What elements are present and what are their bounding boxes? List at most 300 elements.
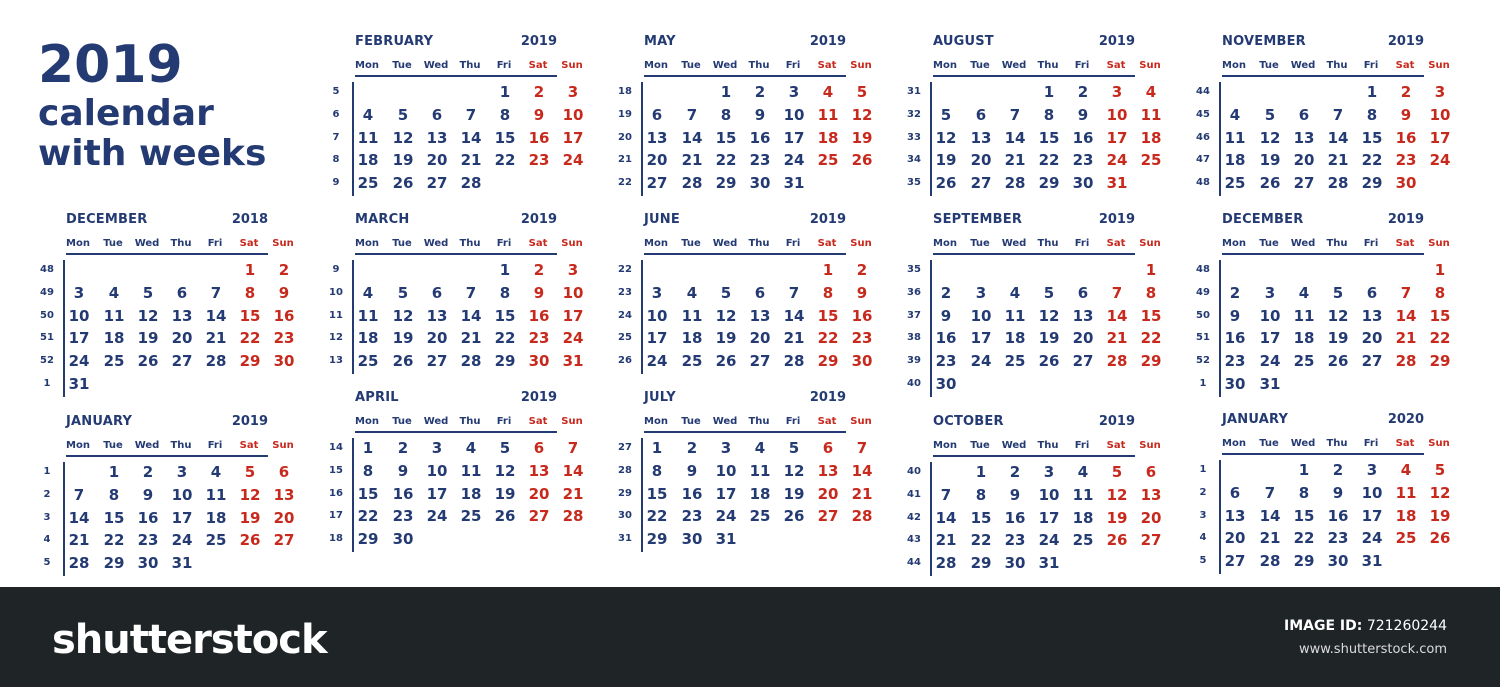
day-cell: 30 — [1224, 375, 1246, 393]
day-cell: 8 — [1298, 483, 1310, 502]
day-cell: 2 — [1077, 83, 1089, 101]
week-number: 29 — [618, 487, 632, 499]
day-cell: 15 — [646, 484, 668, 503]
weekday-label: Mon — [1222, 438, 1246, 449]
weekday-label: Mon — [933, 440, 957, 451]
day-cell: 1 — [1298, 461, 1310, 479]
day-cell: 14 — [460, 128, 482, 147]
weekday-label: Wed — [1290, 238, 1316, 249]
day-cell: 8 — [1366, 105, 1378, 124]
day-cell: 29 — [103, 554, 125, 573]
month-year: 2019 — [809, 390, 846, 405]
day-cell: 20 — [528, 484, 550, 503]
day-cell: 31 — [1361, 552, 1383, 571]
day-cell: 16 — [392, 484, 414, 503]
day-cell: 28 — [205, 352, 227, 371]
day-cell: 7 — [73, 485, 85, 504]
day-cell: 1 — [244, 261, 256, 279]
week-number: 35 — [907, 264, 921, 275]
week-number: 1 — [43, 378, 51, 389]
day-cell: 25 — [460, 507, 482, 526]
day-cell: 17 — [1106, 128, 1128, 147]
day-cell: 17 — [1259, 329, 1281, 348]
week-number: 10 — [329, 286, 343, 298]
day-cell: 3 — [567, 83, 579, 101]
day-cell: 30 — [1395, 174, 1417, 193]
week-number: 26 — [618, 355, 632, 367]
day-cell: 11 — [1395, 483, 1417, 502]
weekday-label: Thu — [1037, 60, 1059, 71]
day-cell: 29 — [1038, 174, 1060, 193]
weekday-label: Mon — [355, 416, 379, 427]
day-cell: 30 — [528, 352, 550, 371]
month-header — [614, 388, 846, 408]
month-header — [1192, 410, 1424, 430]
day-cell: 4 — [108, 283, 120, 302]
day-cell: 17 — [426, 484, 448, 503]
day-cell: 1 — [720, 83, 732, 101]
day-cell: 24 — [970, 352, 992, 371]
weekday-label: Sat — [528, 60, 548, 71]
week-number: 52 — [40, 355, 54, 367]
day-cell: 17 — [1429, 128, 1451, 147]
week-number: 46 — [1196, 131, 1210, 143]
day-cell: 19 — [1259, 151, 1281, 170]
day-cell: 4 — [1298, 283, 1310, 302]
day-cell: 21 — [460, 329, 482, 348]
day-cell: 12 — [239, 485, 261, 504]
day-cell: 26 — [851, 151, 873, 170]
day-cell: 3 — [720, 439, 732, 457]
day-cell: 2 — [142, 463, 154, 481]
day-cell: 18 — [1293, 329, 1315, 348]
weekday-label: Wed — [1001, 60, 1027, 71]
day-cell: 31 — [783, 174, 805, 193]
day-cell: 19 — [392, 329, 414, 348]
day-cell: 28 — [1106, 352, 1128, 371]
day-cell: 20 — [970, 151, 992, 170]
month-rule — [933, 253, 1135, 255]
weekday-label: Thu — [459, 238, 481, 249]
week-number: 49 — [40, 286, 54, 298]
day-cell: 28 — [783, 352, 805, 371]
day-cell: 3 — [1111, 83, 1123, 101]
weekday-label: Wed — [712, 60, 738, 71]
day-cell: 21 — [783, 329, 805, 348]
weekday-label: Sun — [1139, 60, 1161, 71]
weekday-label: Sat — [817, 60, 837, 71]
day-cell: 14 — [562, 461, 584, 480]
week-number: 27 — [618, 442, 632, 453]
month-year: 2019 — [231, 414, 268, 429]
month-rule — [644, 253, 846, 255]
day-cell: 13 — [817, 461, 839, 480]
day-cell: 5 — [1434, 461, 1446, 479]
week-number: 7 — [332, 131, 340, 143]
weekday-label: Sun — [850, 60, 872, 71]
day-cell: 15 — [817, 306, 839, 325]
day-cell: 6 — [822, 439, 834, 457]
day-cell: 8 — [720, 105, 732, 124]
day-cell: 16 — [1072, 128, 1094, 147]
day-cell: 9 — [1400, 105, 1412, 124]
day-cell: 20 — [171, 329, 193, 348]
day-cell: 23 — [1224, 352, 1246, 371]
day-cell: 4 — [754, 439, 766, 457]
day-cell: 28 — [1395, 352, 1417, 371]
day-cell: 27 — [426, 352, 448, 371]
month-block — [36, 210, 295, 393]
weekday-label: Sat — [817, 416, 837, 427]
weekday-label: Mon — [66, 440, 90, 451]
day-cell: 1 — [1366, 83, 1378, 101]
week-number: 16 — [329, 487, 343, 499]
week-number: 18 — [618, 86, 632, 97]
day-cell: 22 — [1293, 529, 1315, 548]
week-number: 4 — [43, 534, 51, 546]
day-cell: 26 — [1327, 352, 1349, 371]
month-block — [1192, 410, 1451, 588]
day-cell: 16 — [935, 329, 957, 348]
day-cell: 9 — [940, 306, 952, 325]
day-cell: 12 — [392, 306, 414, 325]
day-cell: 3 — [176, 463, 188, 481]
day-cell: 7 — [856, 439, 868, 457]
week-number: 38 — [907, 332, 921, 344]
month-header — [903, 32, 1135, 52]
day-cell: 30 — [1004, 554, 1026, 573]
day-cell: 2 — [1009, 463, 1021, 481]
day-cell: 17 — [562, 128, 584, 147]
day-cell: 4 — [1077, 463, 1089, 481]
day-cell: 20 — [1293, 151, 1315, 170]
weekday-label: Sun — [850, 416, 872, 427]
month-block — [903, 32, 1162, 210]
day-cell: 9 — [533, 105, 545, 124]
day-cell: 31 — [1038, 554, 1060, 573]
day-cell: 18 — [681, 329, 703, 348]
week-number: 24 — [618, 309, 632, 321]
month-year: 2019 — [1098, 414, 1135, 429]
month-block — [1192, 210, 1451, 393]
day-cell: 1 — [651, 439, 663, 457]
day-cell: 4 — [1229, 105, 1241, 124]
day-cell: 11 — [357, 128, 379, 147]
day-cell: 30 — [681, 530, 703, 549]
day-cell: 6 — [278, 463, 290, 481]
day-cell: 18 — [205, 508, 227, 527]
weekday-label: Mon — [66, 238, 90, 249]
day-cell: 3 — [567, 261, 579, 279]
month-name: JANUARY — [66, 414, 133, 429]
day-cell: 31 — [1259, 375, 1281, 393]
day-cell: 20 — [426, 329, 448, 348]
day-cell: 12 — [137, 306, 159, 325]
day-cell: 7 — [567, 439, 579, 457]
weekday-label: Sat — [1395, 238, 1415, 249]
day-cell: 23 — [681, 507, 703, 526]
day-cell: 26 — [1038, 352, 1060, 371]
day-cell: 28 — [851, 507, 873, 526]
day-cell: 21 — [851, 484, 873, 503]
day-cell: 16 — [273, 306, 295, 325]
weekday-label: Sun — [1139, 440, 1161, 451]
weekday-label: Tue — [970, 238, 990, 249]
day-cell: 2 — [940, 283, 952, 302]
day-cell: 6 — [533, 439, 545, 457]
day-cell: 16 — [749, 128, 771, 147]
week-number: 40 — [907, 466, 921, 477]
day-cell: 9 — [1229, 306, 1241, 325]
day-cell: 6 — [176, 283, 188, 302]
day-cell: 25 — [103, 352, 125, 371]
week-number: 12 — [329, 332, 343, 344]
day-cell: 5 — [940, 105, 952, 124]
week-number: 5 — [332, 86, 340, 97]
week-number: 3 — [1199, 509, 1207, 521]
day-cell: 24 — [562, 151, 584, 170]
day-cell: 24 — [426, 507, 448, 526]
day-cell: 23 — [273, 329, 295, 348]
week-number: 39 — [907, 355, 921, 367]
week-number: 9 — [332, 177, 340, 189]
day-cell: 12 — [392, 128, 414, 147]
day-cell: 15 — [494, 306, 516, 325]
day-cell: 19 — [137, 329, 159, 348]
weekday-label: Tue — [392, 60, 412, 71]
day-cell: 10 — [562, 283, 584, 302]
weekday-label: Tue — [681, 238, 701, 249]
day-cell: 4 — [1145, 83, 1157, 101]
weekday-label: Fri — [785, 60, 801, 71]
day-cell: 27 — [1293, 174, 1315, 193]
weekday-label: Sun — [561, 238, 583, 249]
month-rule — [66, 253, 268, 255]
weekday-label: Sun — [1428, 238, 1450, 249]
day-cell: 6 — [1366, 283, 1378, 302]
day-cell: 16 — [528, 306, 550, 325]
week-number: 32 — [907, 108, 921, 120]
weekday-label: Sat — [528, 416, 548, 427]
day-cell: 2 — [533, 261, 545, 279]
month-rule — [1222, 253, 1424, 255]
day-cell: 21 — [935, 531, 957, 550]
day-cell: 30 — [935, 375, 957, 393]
day-cell: 15 — [103, 508, 125, 527]
week-number: 30 — [618, 510, 632, 522]
day-cell: 18 — [357, 329, 379, 348]
day-cell: 11 — [460, 461, 482, 480]
day-cell: 18 — [1004, 329, 1026, 348]
day-cell: 22 — [715, 151, 737, 170]
day-cell: 2 — [1400, 83, 1412, 101]
day-cell: 31 — [562, 352, 584, 371]
day-cell: 24 — [171, 531, 193, 550]
week-number: 18 — [329, 533, 343, 545]
day-cell: 18 — [749, 484, 771, 503]
month-rule — [66, 455, 268, 457]
week-number: 1 — [1199, 464, 1207, 475]
day-cell: 28 — [460, 352, 482, 371]
week-number: 1 — [43, 466, 51, 477]
day-cell: 21 — [1327, 151, 1349, 170]
day-cell: 12 — [783, 461, 805, 480]
weekday-label: Sun — [272, 440, 294, 451]
weekday-label: Thu — [459, 416, 481, 427]
day-cell: 9 — [278, 283, 290, 302]
month-rule — [644, 75, 846, 77]
day-cell: 14 — [460, 306, 482, 325]
day-cell: 31 — [715, 530, 737, 549]
weekday-label: Sat — [1106, 238, 1126, 249]
day-cell: 1 — [1145, 261, 1157, 279]
day-cell: 8 — [108, 485, 120, 504]
weekday-label: Tue — [1259, 438, 1279, 449]
day-cell: 26 — [137, 352, 159, 371]
month-name: NOVEMBER — [1222, 34, 1306, 49]
day-cell: 23 — [1072, 151, 1094, 170]
week-number: 37 — [907, 309, 921, 321]
month-year: 2019 — [809, 212, 846, 227]
week-number: 19 — [618, 108, 632, 120]
day-cell: 1 — [362, 439, 374, 457]
month-header — [36, 210, 268, 230]
day-cell: 15 — [1038, 128, 1060, 147]
weekday-label: Sun — [561, 60, 583, 71]
day-cell: 9 — [1077, 105, 1089, 124]
day-cell: 6 — [1077, 283, 1089, 302]
day-cell: 28 — [935, 554, 957, 573]
day-cell: 8 — [362, 461, 374, 480]
day-cell: 28 — [681, 174, 703, 193]
day-cell: 15 — [1293, 506, 1315, 525]
week-number: 17 — [329, 510, 343, 522]
day-cell: 21 — [562, 484, 584, 503]
day-cell: 11 — [357, 306, 379, 325]
day-cell: 4 — [1400, 461, 1412, 479]
day-cell: 29 — [817, 352, 839, 371]
weekday-label: Wed — [423, 238, 449, 249]
week-number: 36 — [907, 286, 921, 298]
footer-bar — [0, 587, 1500, 687]
weekday-label: Mon — [1222, 60, 1246, 71]
day-cell: 7 — [465, 283, 477, 302]
weekday-label: Fri — [496, 416, 512, 427]
day-cell: 1 — [822, 261, 834, 279]
month-block — [614, 32, 873, 210]
day-cell: 5 — [244, 463, 256, 481]
day-cell: 27 — [171, 352, 193, 371]
day-cell: 30 — [851, 352, 873, 371]
month-block — [614, 210, 873, 388]
day-cell: 25 — [357, 352, 379, 371]
day-cell: 3 — [1043, 463, 1055, 481]
weekday-label: Fri — [1074, 440, 1090, 451]
day-cell: 27 — [273, 531, 295, 550]
day-cell: 27 — [528, 507, 550, 526]
weekday-label: Tue — [103, 440, 123, 451]
day-cell: 1 — [499, 83, 511, 101]
day-cell: 30 — [1072, 174, 1094, 193]
day-cell: 3 — [651, 283, 663, 302]
week-number: 48 — [1196, 264, 1210, 275]
week-number: 31 — [618, 533, 632, 545]
weekday-label: Mon — [933, 60, 957, 71]
day-cell: 4 — [686, 283, 698, 302]
day-cell: 29 — [1361, 174, 1383, 193]
week-number: 3 — [43, 511, 51, 523]
day-cell: 8 — [822, 283, 834, 302]
day-cell: 14 — [68, 508, 90, 527]
week-number: 2 — [43, 488, 51, 500]
week-number: 25 — [618, 332, 632, 344]
day-cell: 3 — [431, 439, 443, 457]
title-line-1: calendar — [38, 93, 214, 134]
month-block — [903, 412, 1162, 590]
day-cell: 6 — [754, 283, 766, 302]
day-cell: 3 — [73, 283, 85, 302]
day-cell: 8 — [975, 485, 987, 504]
weekday-label: Mon — [1222, 238, 1246, 249]
day-cell: 1 — [108, 463, 120, 481]
day-cell: 26 — [239, 531, 261, 550]
day-cell: 22 — [1038, 151, 1060, 170]
month-name: SEPTEMBER — [933, 212, 1023, 227]
weekday-label: Sun — [272, 238, 294, 249]
day-cell: 24 — [1361, 529, 1383, 548]
day-cell: 26 — [1429, 529, 1451, 548]
month-year: 2020 — [1387, 412, 1424, 427]
day-cell: 29 — [494, 352, 516, 371]
month-year: 2018 — [231, 212, 268, 227]
day-cell: 11 — [103, 306, 125, 325]
day-cell: 14 — [783, 306, 805, 325]
day-cell: 13 — [528, 461, 550, 480]
weekday-label: Wed — [423, 60, 449, 71]
day-cell: 23 — [137, 531, 159, 550]
day-cell: 2 — [754, 83, 766, 101]
day-cell: 12 — [1259, 128, 1281, 147]
day-cell: 26 — [1106, 531, 1128, 550]
day-cell: 11 — [749, 461, 771, 480]
day-cell: 24 — [1259, 352, 1281, 371]
weekday-label: Mon — [933, 238, 957, 249]
weekday-label: Wed — [1001, 238, 1027, 249]
day-cell: 13 — [1361, 306, 1383, 325]
day-cell: 21 — [460, 151, 482, 170]
day-cell: 20 — [817, 484, 839, 503]
day-cell: 22 — [239, 329, 261, 348]
day-cell: 16 — [1327, 506, 1349, 525]
day-cell: 21 — [681, 151, 703, 170]
calendar-title — [38, 36, 266, 174]
day-cell: 5 — [397, 283, 409, 302]
week-number: 33 — [907, 131, 921, 143]
week-number: 50 — [40, 309, 54, 321]
day-cell: 29 — [1293, 552, 1315, 571]
month-rule — [1222, 453, 1424, 455]
weekday-label: Wed — [712, 416, 738, 427]
month-rule — [1222, 75, 1424, 77]
day-cell: 17 — [171, 508, 193, 527]
month-year: 2019 — [520, 212, 557, 227]
day-cell: 10 — [715, 461, 737, 480]
day-cell: 12 — [1038, 306, 1060, 325]
month-rule — [933, 75, 1135, 77]
day-cell: 22 — [494, 151, 516, 170]
day-cell: 19 — [239, 508, 261, 527]
day-cell: 12 — [1429, 483, 1451, 502]
